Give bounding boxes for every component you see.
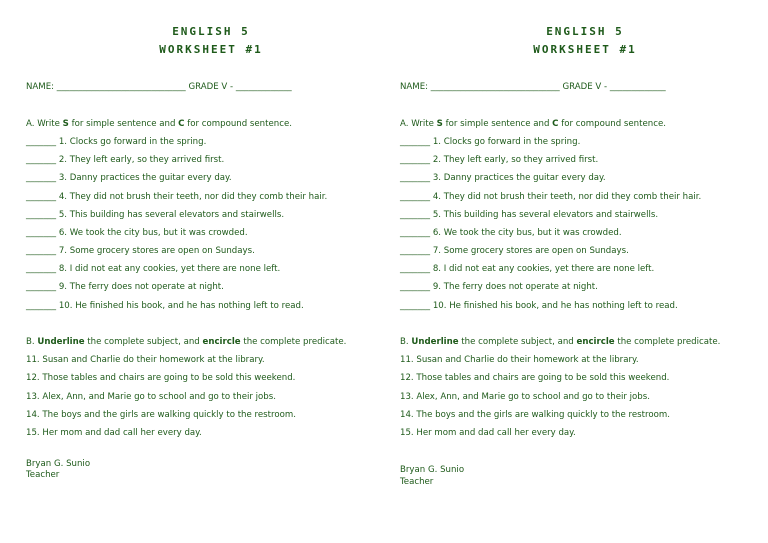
- worksheet-title: WORKSHEET #1: [533, 43, 637, 56]
- name-label: NAME:: [400, 82, 429, 92]
- name-label: NAME:: [26, 82, 55, 92]
- grade-blank: _____________: [235, 82, 292, 92]
- answer-blank: _______: [26, 210, 57, 220]
- name-grade-row: [400, 82, 666, 92]
- answer-blank: _______: [26, 301, 57, 311]
- worksheet-right: [400, 0, 768, 543]
- list-item: 14. The boys and the girls are walking quickly to the restroom.: [26, 410, 296, 420]
- worksheet-title: WORKSHEET #1: [159, 43, 263, 56]
- course-title: ENGLISH 5: [172, 25, 250, 38]
- list-item: _______ 3. Danny practices the guitar every day.: [26, 173, 232, 183]
- list-item: 13. Alex, Ann, and Marie go to school and go to their jobs.: [400, 392, 650, 402]
- section-a-instruction: A. Write S for simple sentence and C for compound sentence.: [26, 119, 292, 129]
- list-item: 13. Alex, Ann, and Marie go to school and go to their jobs.: [26, 392, 276, 402]
- answer-blank: _______: [400, 137, 431, 147]
- section-b-instruction: B. Underline the complete subject, and encircle the complete predicate.: [400, 337, 721, 347]
- answer-blank: _______: [400, 246, 431, 256]
- course-title: ENGLISH 5: [546, 25, 624, 38]
- answer-blank: _______: [400, 228, 431, 238]
- list-item: _______ 5. This building has several elevators and stairwells.: [400, 210, 659, 220]
- answer-blank: _______: [400, 301, 431, 311]
- list-item: 11. Susan and Charlie do their homework at the library.: [26, 355, 265, 365]
- list-item: _______ 1. Clocks go forward in the spring.: [400, 137, 581, 147]
- answer-blank: _______: [400, 192, 431, 202]
- list-item: 14. The boys and the girls are walking quickly to the restroom.: [400, 410, 670, 420]
- grade-blank: _____________: [609, 82, 666, 92]
- name-grade-row: [26, 82, 292, 92]
- list-item: _______ 10. He finished his book, and he has nothing left to read.: [26, 301, 304, 311]
- answer-blank: _______: [26, 282, 57, 292]
- teacher-title: Teacher: [26, 470, 60, 480]
- section-b-instruction: B. Underline the complete subject, and encircle the complete predicate.: [26, 337, 347, 347]
- list-item: 11. Susan and Charlie do their homework at the library.: [400, 355, 639, 365]
- grade-label: GRADE V -: [562, 82, 608, 92]
- answer-blank: _______: [26, 137, 57, 147]
- answer-blank: _______: [400, 173, 431, 183]
- list-item: _______ 4. They did not brush their teeth, nor did they comb their hair.: [400, 192, 702, 202]
- list-item: _______ 8. I did not eat any cookies, yet there are none left.: [26, 264, 281, 274]
- section-a-instruction: A. Write S for simple sentence and C for compound sentence.: [400, 119, 666, 129]
- name-blank: ______________________________: [56, 82, 186, 92]
- answer-blank: _______: [26, 155, 57, 165]
- answer-blank: _______: [26, 264, 57, 274]
- answer-blank: _______: [400, 155, 431, 165]
- answer-blank: _______: [26, 228, 57, 238]
- list-item: 15. Her mom and dad call her every day.: [26, 428, 202, 438]
- grade-label: GRADE V -: [188, 82, 234, 92]
- list-item: _______ 2. They left early, so they arrived first.: [400, 155, 599, 165]
- list-item: _______ 5. This building has several elevators and stairwells.: [26, 210, 285, 220]
- list-item: 12. Those tables and chairs are going to be sold this weekend.: [400, 373, 670, 383]
- answer-blank: _______: [26, 192, 57, 202]
- list-item: 12. Those tables and chairs are going to be sold this weekend.: [26, 373, 296, 383]
- answer-blank: _______: [26, 173, 57, 183]
- list-item: _______ 4. They did not brush their teeth, nor did they comb their hair.: [26, 192, 328, 202]
- list-item: _______ 6. We took the city bus, but it was crowded.: [26, 228, 248, 238]
- list-item: _______ 2. They left early, so they arrived first.: [26, 155, 225, 165]
- list-item: _______ 6. We took the city bus, but it was crowded.: [400, 228, 622, 238]
- answer-blank: _______: [400, 210, 431, 220]
- teacher-title: Teacher: [400, 477, 434, 487]
- answer-blank: _______: [26, 246, 57, 256]
- list-item: _______ 7. Some grocery stores are open on Sundays.: [400, 246, 629, 256]
- name-blank: ______________________________: [430, 82, 560, 92]
- list-item: _______ 3. Danny practices the guitar every day.: [400, 173, 606, 183]
- list-item: _______ 7. Some grocery stores are open on Sundays.: [26, 246, 255, 256]
- list-item: _______ 9. The ferry does not operate at night.: [26, 282, 224, 292]
- teacher-name: Bryan G. Sunio: [26, 459, 91, 469]
- worksheet-left: [26, 0, 396, 543]
- list-item: _______ 10. He finished his book, and he has nothing left to read.: [400, 301, 678, 311]
- list-item: 15. Her mom and dad call her every day.: [400, 428, 576, 438]
- list-item: _______ 1. Clocks go forward in the spring.: [26, 137, 207, 147]
- list-item: _______ 8. I did not eat any cookies, yet there are none left.: [400, 264, 655, 274]
- list-item: _______ 9. The ferry does not operate at night.: [400, 282, 598, 292]
- answer-blank: _______: [400, 264, 431, 274]
- answer-blank: _______: [400, 282, 431, 292]
- teacher-name: Bryan G. Sunio: [400, 465, 465, 475]
